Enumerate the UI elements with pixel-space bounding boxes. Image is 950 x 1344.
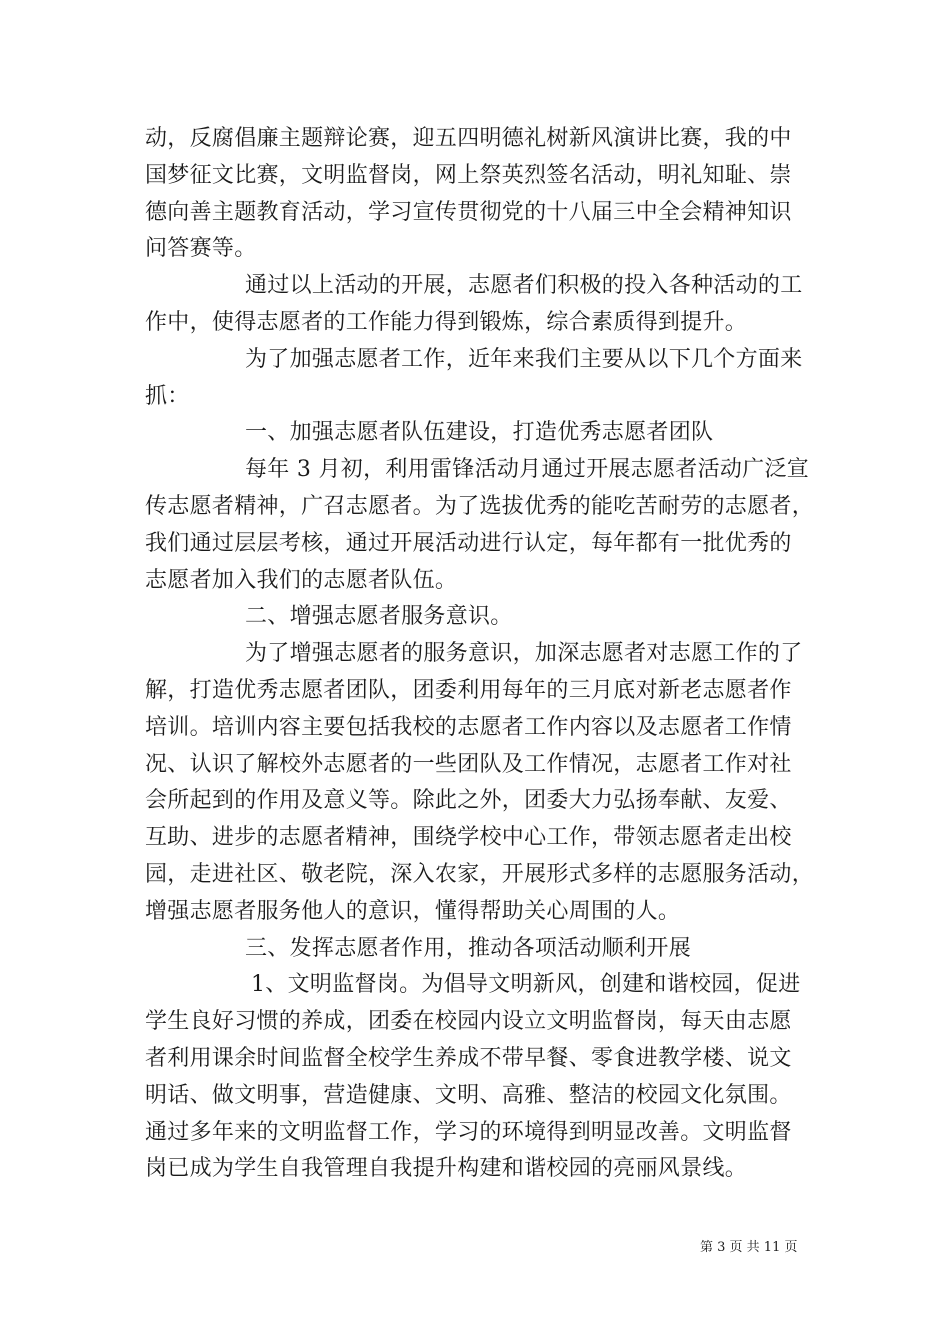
text-line: 通过以上活动的开展，志愿者们积极的投入各种活动的工 [245,273,803,299]
text-line: 志愿者加入我们的志愿者队伍。 [145,567,458,593]
body-text [145,121,815,1188]
text-line: 抓： [145,383,190,409]
page-number: 第 3 页 共 11 页 [700,1240,798,1255]
text-line: 为了加强志愿者工作，近年来我们主要从以下几个方面来 [245,346,803,372]
text-line: 1、文明监督岗。为倡导文明新风，创建和谐校园，促进 [251,972,801,998]
section-heading: 三、发挥志愿者作用，推动各项活动顺利开展 [245,935,692,961]
text-line: 解，打造优秀志愿者团队，团委利用每年的三月底对新老志愿者作 [145,677,792,703]
text-line: 每年 3 月初，利用雷锋活动月通过开展志愿者活动广泛宣 [245,457,810,483]
text-line: 况、认识了解校外志愿者的一些团队及工作情况，志愿者工作对社 [145,751,792,777]
text-line: 我们通过层层考核，通过开展活动进行认定，每年都有一批优秀的 [145,530,792,556]
text-line: 岗已成为学生自我管理自我提升构建和谐校园的亮丽风景线。 [145,1156,748,1182]
text-line: 为了增强志愿者的服务意识，加深志愿者对志愿工作的了 [245,641,803,667]
text-line: 作中，使得志愿者的工作能力得到锻炼，综合素质得到提升。 [145,309,748,335]
text-line: 明话、做文明事，营造健康、文明、高雅、整洁的校园文化氛围。 [145,1082,792,1108]
text-line: 国梦征文比赛，文明监督岗，网上祭英烈签名活动，明礼知耻、崇 [145,162,792,188]
text-line: 互助、进步的志愿者精神，围绕学校中心工作，带领志愿者走出校 [145,825,792,851]
text-line: 增强志愿者服务他人的意识，懂得帮助关心周围的人。 [145,898,681,924]
text-line: 德向善主题教育活动，学习宣传贯彻党的十八届三中全会精神知识 [145,199,792,225]
text-line: 会所起到的作用及意义等。除此之外，团委大力弘扬奉献、友爱、 [145,788,792,814]
text-line: 学生良好习惯的养成，团委在校园内设立文明监督岗，每天由志愿 [145,1009,792,1035]
section-heading: 二、增强志愿者服务意识。 [245,604,513,630]
text-line: 通过多年来的文明监督工作，学习的环境得到明显改善。文明监督 [145,1119,792,1145]
text-line: 者利用课余时间监督全校学生养成不带早餐、零食进教学楼、说文 [145,1045,792,1071]
text-line: 问答赛等。 [145,236,257,262]
text-line: 培训。培训内容主要包括我校的志愿者工作内容以及志愿者工作情 [145,714,792,740]
text-line: 园，走进社区、敬老院，深入农家，开展形式多样的志愿服务活动， [145,861,815,887]
text-line: 动，反腐倡廉主题辩论赛，迎五四明德礼树新风演讲比赛，我的中 [145,126,792,151]
text-line: 传志愿者精神，广召志愿者。为了选拔优秀的能吃苦耐劳的志愿者， [145,493,815,519]
section-heading: 一、加强志愿者队伍建设，打造优秀志愿者团队 [245,420,714,446]
